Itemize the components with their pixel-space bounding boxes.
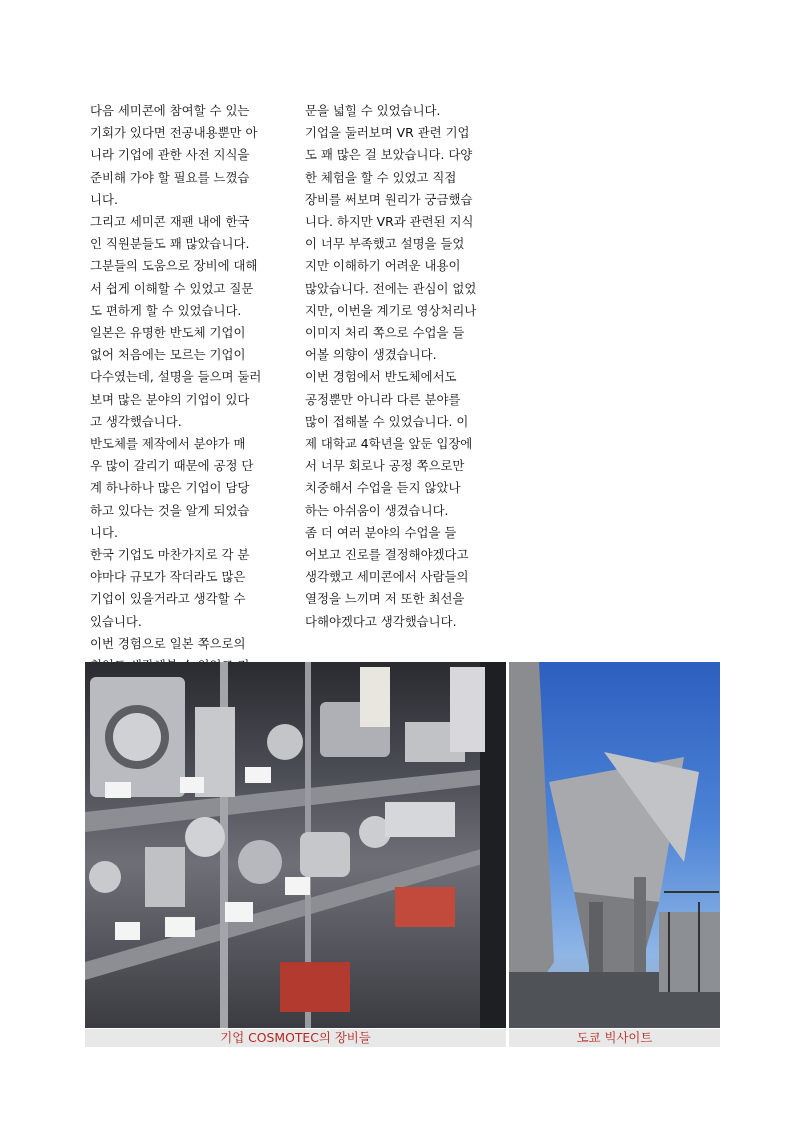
text-line: 그분들의 도움으로 장비에 대해 (90, 258, 258, 274)
text-line: 우 많이 갈리기 때문에 공정 단 (90, 458, 254, 474)
text-line: 제 대학교 4학년을 앞둔 입장에 (305, 436, 473, 452)
text-line: 생각했고 세미콘에서 사람들의 (305, 569, 469, 585)
text-line: 지만, 이번을 계기로 영상처리나 (305, 302, 477, 318)
text-line: 준비해 가야 할 필요를 느꼈습 (90, 169, 250, 185)
text-line: 도 편하게 할 수 있었습니다. (90, 302, 242, 318)
building-illustration (509, 662, 720, 1028)
text-line: 좀 더 여러 분야의 수업을 들 (305, 524, 457, 540)
text-line: 그리고 세미콘 재팬 내에 한국 (90, 214, 250, 230)
text-line: 니다. (90, 191, 118, 207)
text-line: 하고 있다는 것을 알게 되었습 (90, 502, 250, 518)
equipment-shelf-illustration (85, 662, 506, 1028)
text-line: 니다. 하지만 VR과 관련된 지식 (305, 214, 474, 230)
text-line: 다해야겠다고 생각했습니다. (305, 613, 457, 629)
text-line: 열정을 느끼며 저 또한 최선을 (305, 591, 465, 607)
text-line: 장비를 써보며 원리가 궁금했습 (305, 191, 473, 207)
text-line: 기업을 둘러보며 VR 관련 기업 (305, 125, 470, 141)
text-line: 한국 기업도 마찬가지로 각 분 (90, 547, 250, 563)
text-line: 도 꽤 많은 걸 보았습니다. 다양 (305, 147, 473, 163)
text-line: 많이 접해볼 수 있었습니다. 이 (305, 413, 469, 429)
right-photo-caption: 도쿄 빅사이트 (509, 1029, 720, 1047)
text-line: 서 쉽게 이해할 수 있었고 질문 (90, 280, 254, 296)
text-line: 니다. (90, 524, 118, 540)
text-line: 인 직원분들도 꽤 많았습니다. (90, 236, 250, 252)
text-line: 기회가 있다면 전공내용뿐만 아 (90, 125, 258, 141)
cosmotec-equipment-photo (85, 662, 506, 1028)
text-line: 한 체험을 할 수 있었고 직접 (305, 169, 457, 185)
text-line: 서 너무 회로나 공정 쪽으로만 (305, 458, 465, 474)
text-line: 없어 처음에는 모르는 기업이 (90, 347, 246, 363)
text-line: 어볼 의향이 생겼습니다. (305, 347, 437, 363)
left-text-column (90, 100, 290, 677)
text-line: 니라 기업에 관한 사전 지식을 (90, 147, 250, 163)
right-text-column (305, 100, 505, 633)
text-line: 공정뿐만 아니라 다른 분야를 (305, 391, 461, 407)
text-line: 이번 경험에서 반도체에서도 (305, 369, 457, 385)
tokyo-big-sight-photo (509, 662, 720, 1028)
text-line: 일본은 유명한 반도체 기업이 (90, 325, 246, 341)
left-photo-caption: 기업 COSMOTEC의 장비들 (85, 1029, 506, 1047)
text-line: 이번 경험으로 일본 쪽으로의 (90, 635, 246, 651)
text-line: 계 하나하나 많은 기업이 담당 (90, 480, 250, 496)
text-line: 있습니다. (90, 613, 142, 629)
text-line: 이미지 처리 쪽으로 수업을 들 (305, 325, 465, 341)
text-line: 다수였는데, 설명을 들으며 둘러 (90, 369, 262, 385)
text-line: 야마다 규모가 작더라도 많은 (90, 569, 246, 585)
text-line: 지만 이해하기 어려운 내용이 (305, 258, 461, 274)
text-line: 보며 많은 분야의 기업이 있다 (90, 391, 250, 407)
text-line: 어보고 진로를 결정해야겠다고 (305, 547, 469, 563)
text-line: 이 너무 부족했고 설명을 들었 (305, 236, 465, 252)
text-line: 치중해서 수업을 듣지 않았나 (305, 480, 461, 496)
text-line: 문을 넓힐 수 있었습니다. (305, 103, 441, 118)
text-line: 많았습니다. 전에는 관심이 없었 (305, 280, 477, 296)
text-line: 다음 세미콘에 참여할 수 있는 (90, 103, 250, 118)
text-line: 고 생각했습니다. (90, 413, 182, 429)
text-line: 기업이 있을거라고 생각할 수 (90, 591, 246, 607)
text-line: 하는 아쉬움이 생겼습니다. (305, 502, 449, 518)
text-line: 반도체를 제작에서 분야가 매 (90, 436, 246, 452)
